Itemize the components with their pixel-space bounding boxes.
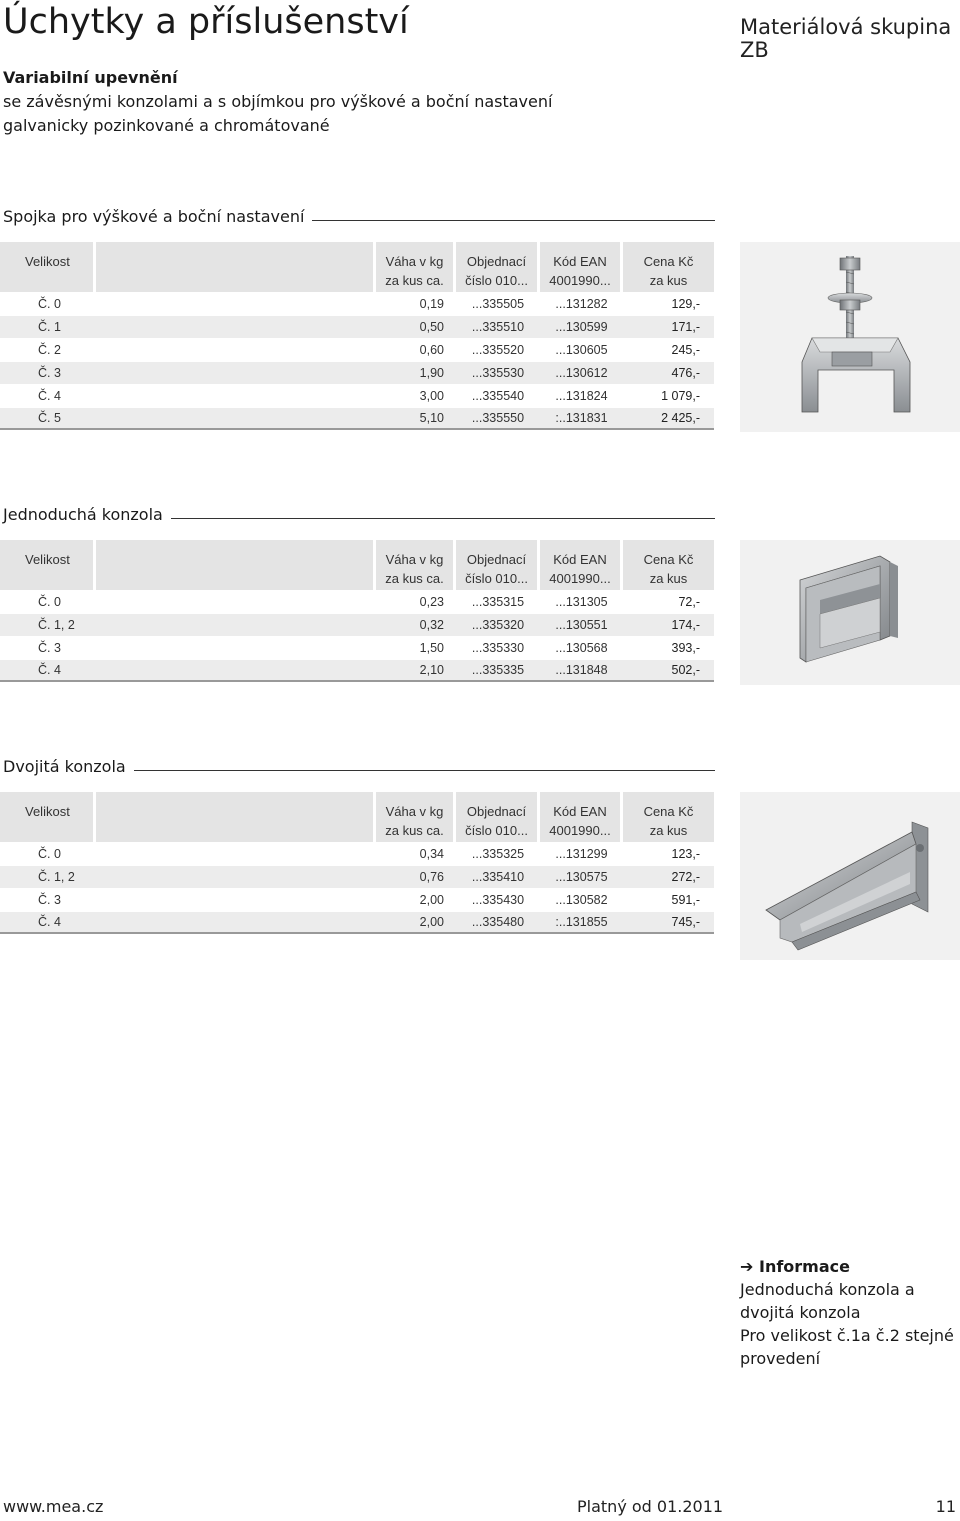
cell-ean: ...131282 [540, 292, 623, 315]
col-weight-line: za kus ca. [385, 823, 444, 838]
cell-ean: :..131855 [540, 911, 623, 934]
double-bracket-icon [740, 792, 960, 960]
page-footer [0, 1497, 960, 1521]
cell-size: Č. 1 [0, 315, 96, 338]
cell-size: Č. 1, 2 [0, 613, 96, 636]
cell-size: Č. 3 [0, 361, 96, 384]
cell-order: ...335335 [456, 659, 540, 682]
table-row [0, 384, 714, 407]
info-box [740, 1255, 955, 1370]
section-heading [3, 752, 715, 776]
cell-weight: 0,50 [376, 315, 456, 338]
cell-weight: 1,90 [376, 361, 456, 384]
cell-size: Č. 4 [0, 384, 96, 407]
col-weight-line: Váha v kg [385, 552, 444, 567]
col-order-line: Objednací [466, 254, 527, 269]
col-ean [540, 242, 623, 292]
table-row [0, 292, 714, 315]
col-order-line: Objednací [466, 552, 527, 567]
cell-weight: 3,00 [376, 384, 456, 407]
col-weight-line: Váha v kg [385, 254, 444, 269]
intro-line: se závěsnými konzolami a s objímkou pro výškové a boční nastavení [3, 92, 553, 111]
table-row [0, 361, 714, 384]
cell-ean: :..131831 [540, 407, 623, 430]
page-title: Úchytky a příslušenství [3, 2, 409, 42]
cell-ean: ...130582 [540, 888, 623, 911]
cell-spacer [96, 659, 376, 682]
table-row [0, 636, 714, 659]
cell-order: ...335410 [456, 865, 540, 888]
cell-order: ...335315 [456, 590, 540, 613]
section-rule [134, 770, 715, 771]
col-spacer [96, 792, 376, 842]
section-title: Dvojitá konzola [3, 757, 126, 776]
col-order-line: Objednací [466, 804, 527, 819]
page-number: 11 [935, 1497, 956, 1516]
info-line: provedení [740, 1349, 821, 1368]
website-link[interactable]: www.mea.cz [3, 1497, 104, 1516]
cell-weight: 2,00 [376, 888, 456, 911]
cell-spacer [96, 292, 376, 315]
col-weight-line: Váha v kg [385, 804, 444, 819]
col-price-line: Cena Kč [643, 552, 694, 567]
cell-price: 2 425,- [623, 407, 714, 430]
col-size: Velikost [0, 540, 96, 590]
section-rule [312, 220, 715, 221]
cell-spacer [96, 361, 376, 384]
cell-size: Č. 1, 2 [0, 865, 96, 888]
col-weight [376, 242, 456, 292]
double-bracket-image [740, 792, 960, 960]
cell-price: 123,- [623, 842, 714, 865]
table-row [0, 865, 714, 888]
info-line: Jednoduchá konzola a [740, 1280, 915, 1299]
cell-spacer [96, 407, 376, 430]
cell-spacer [96, 590, 376, 613]
col-weight [376, 792, 456, 842]
col-weight-line: za kus ca. [385, 273, 444, 288]
cell-size: Č. 2 [0, 338, 96, 361]
cell-spacer [96, 842, 376, 865]
arrow-right-icon: ➔ [740, 1257, 754, 1276]
cell-price: 171,- [623, 315, 714, 338]
col-ean [540, 792, 623, 842]
table-row [0, 590, 714, 613]
cell-spacer [96, 636, 376, 659]
col-order [456, 540, 540, 590]
cell-price: 591,- [623, 888, 714, 911]
cell-order: ...335325 [456, 842, 540, 865]
intro-line: galvanicky pozinkované a chromátované [3, 116, 330, 135]
coupling-clamp-image [740, 242, 960, 432]
col-ean-line: 4001990... [549, 571, 611, 586]
col-price [623, 540, 714, 590]
coupling-clamp-icon [740, 242, 960, 432]
col-price-line: Cena Kč [643, 254, 694, 269]
col-spacer [96, 242, 376, 292]
cell-price: 272,- [623, 865, 714, 888]
col-spacer [96, 540, 376, 590]
cell-ean: ...131299 [540, 842, 623, 865]
cell-size: Č. 3 [0, 888, 96, 911]
valid-from: Platný od 01.2011 [577, 1497, 724, 1516]
table-row [0, 842, 714, 865]
section-title: Spojka pro výškové a boční nastavení [3, 207, 305, 226]
cell-price: 393,- [623, 636, 714, 659]
cell-spacer [96, 384, 376, 407]
cell-weight: 0,32 [376, 613, 456, 636]
table-row [0, 888, 714, 911]
col-price-line: Cena Kč [643, 804, 694, 819]
cell-size: Č. 5 [0, 407, 96, 430]
single-bracket-icon [740, 540, 960, 685]
cell-ean: ...130568 [540, 636, 623, 659]
cell-weight: 5,10 [376, 407, 456, 430]
cell-order: ...335510 [456, 315, 540, 338]
table-row [0, 338, 714, 361]
cell-size: Č. 4 [0, 659, 96, 682]
intro-text [3, 66, 552, 138]
cell-ean: ...131848 [540, 659, 623, 682]
cell-order: ...335550 [456, 407, 540, 430]
col-order-line: číslo 010... [465, 823, 528, 838]
col-ean [540, 540, 623, 590]
cell-weight: 2,10 [376, 659, 456, 682]
cell-ean: ...131824 [540, 384, 623, 407]
cell-price: 72,- [623, 590, 714, 613]
col-ean-line: 4001990... [549, 823, 611, 838]
cell-size: Č. 0 [0, 292, 96, 315]
col-order-line: číslo 010... [465, 273, 528, 288]
info-line: dvojitá konzola [740, 1303, 861, 1322]
col-weight-line: za kus ca. [385, 571, 444, 586]
cell-size: Č. 0 [0, 842, 96, 865]
info-line: Pro velikost č.1a č.2 stejné [740, 1326, 954, 1345]
table-row [0, 315, 714, 338]
info-heading-label: Informace [758, 1257, 850, 1276]
cell-order: ...335480 [456, 911, 540, 934]
product-table [0, 792, 714, 934]
material-group-code: ZB [740, 38, 769, 62]
cell-weight: 0,23 [376, 590, 456, 613]
cell-spacer [96, 911, 376, 934]
section-title: Jednoduchá konzola [3, 505, 163, 524]
cell-size: Č. 0 [0, 590, 96, 613]
cell-weight: 0,19 [376, 292, 456, 315]
material-group-label: Materiálová skupina [740, 15, 952, 39]
cell-price: 745,- [623, 911, 714, 934]
cell-spacer [96, 315, 376, 338]
col-size: Velikost [0, 242, 96, 292]
cell-price: 174,- [623, 613, 714, 636]
cell-ean: ...130605 [540, 338, 623, 361]
cell-ean: ...130612 [540, 361, 623, 384]
cell-spacer [96, 338, 376, 361]
cell-size: Č. 4 [0, 911, 96, 934]
cell-order: ...335520 [456, 338, 540, 361]
cell-weight: 1,50 [376, 636, 456, 659]
col-order-line: číslo 010... [465, 571, 528, 586]
cell-order: ...335320 [456, 613, 540, 636]
cell-price: 245,- [623, 338, 714, 361]
cell-spacer [96, 888, 376, 911]
table-row [0, 659, 714, 682]
material-group [740, 16, 951, 62]
col-price-line: za kus [649, 273, 688, 288]
section-rule [171, 518, 715, 519]
cell-price: 1 079,- [623, 384, 714, 407]
cell-price: 476,- [623, 361, 714, 384]
col-ean-line: 4001990... [549, 273, 611, 288]
single-bracket-image [740, 540, 960, 685]
cell-order: ...335530 [456, 361, 540, 384]
table-row [0, 613, 714, 636]
section-heading [3, 202, 715, 226]
col-ean-line: Kód EAN [553, 804, 607, 819]
cell-size: Č. 3 [0, 636, 96, 659]
cell-price: 502,- [623, 659, 714, 682]
section-heading [3, 500, 715, 524]
info-heading [740, 1255, 955, 1278]
cell-order: ...335330 [456, 636, 540, 659]
col-order [456, 792, 540, 842]
cell-weight: 0,60 [376, 338, 456, 361]
col-ean-line: Kód EAN [553, 552, 607, 567]
cell-order: ...335430 [456, 888, 540, 911]
col-order [456, 242, 540, 292]
intro-heading: Variabilní upevnění [3, 68, 178, 87]
col-price-line: za kus [649, 823, 688, 838]
cell-ean: ...131305 [540, 590, 623, 613]
cell-order: ...335505 [456, 292, 540, 315]
col-size: Velikost [0, 792, 96, 842]
col-ean-line: Kód EAN [553, 254, 607, 269]
product-table [0, 242, 714, 430]
col-price [623, 242, 714, 292]
cell-order: ...335540 [456, 384, 540, 407]
product-table [0, 540, 714, 682]
col-price-line: za kus [649, 571, 688, 586]
cell-ean: ...130575 [540, 865, 623, 888]
cell-ean: ...130599 [540, 315, 623, 338]
cell-price: 129,- [623, 292, 714, 315]
cell-spacer [96, 865, 376, 888]
table-row [0, 911, 714, 934]
cell-ean: ...130551 [540, 613, 623, 636]
col-weight [376, 540, 456, 590]
table-row [0, 407, 714, 430]
cell-spacer [96, 613, 376, 636]
cell-weight: 2,00 [376, 911, 456, 934]
cell-weight: 0,76 [376, 865, 456, 888]
col-price [623, 792, 714, 842]
cell-weight: 0,34 [376, 842, 456, 865]
